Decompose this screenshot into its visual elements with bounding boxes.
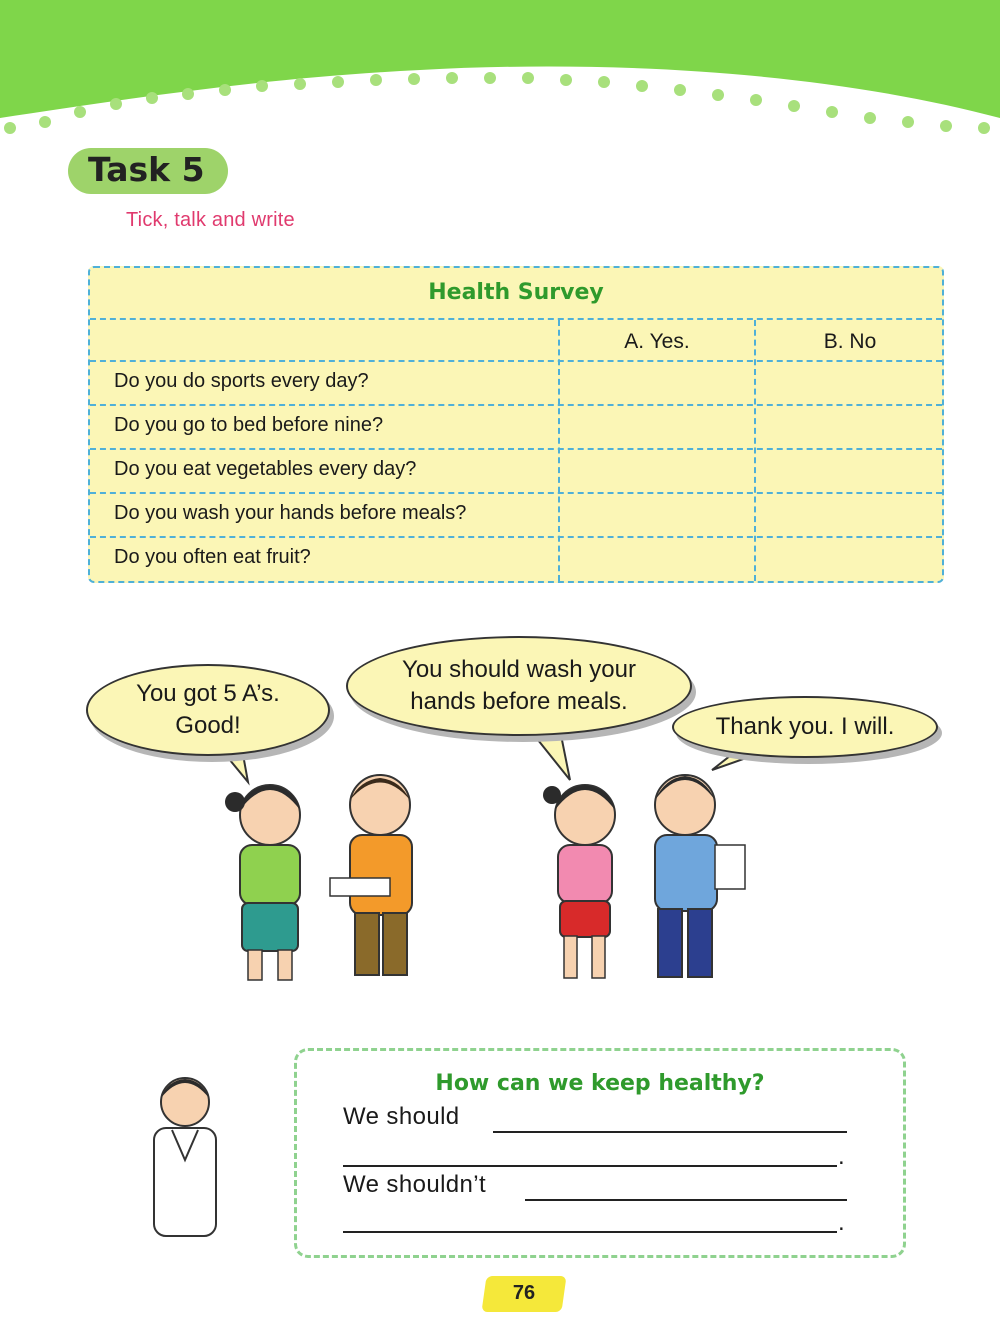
bubble-text: hands before meals.: [410, 688, 628, 715]
bubble-text: You got 5 A’s.: [136, 679, 280, 707]
answer-line[interactable]: [493, 1131, 847, 1133]
column-header-no: B. No: [823, 330, 877, 353]
bubble-text: Thank you. I will.: [715, 712, 895, 740]
survey-question: Do you wash your hands before meals?: [114, 502, 467, 524]
writing-box: [294, 1048, 906, 1258]
girl-figure-icon: [543, 785, 615, 978]
page-number: 76: [512, 1282, 536, 1304]
survey-question: Do you eat vegetables every day?: [114, 458, 417, 480]
writing-title: How can we keep healthy?: [435, 1071, 765, 1096]
boy-figure-icon: [655, 775, 745, 977]
doctor-figure-icon: [140, 1070, 230, 1240]
should-label: We should: [343, 1103, 460, 1130]
children-illustration: [200, 620, 760, 1000]
bubble-text: You should wash your: [402, 655, 636, 683]
task-instruction: Tick, talk and write: [126, 209, 295, 231]
survey-question: Do you often eat fruit?: [114, 546, 311, 568]
survey-title: Health Survey: [428, 280, 604, 305]
girl-figure-icon: [225, 785, 300, 980]
answer-line[interactable]: [525, 1199, 847, 1201]
column-header-yes: A. Yes.: [624, 330, 690, 353]
survey-question: Do you do sports every day?: [114, 370, 369, 392]
task-title: Task 5: [88, 150, 205, 189]
survey-question: Do you go to bed before nine?: [114, 414, 384, 436]
answer-line[interactable]: [343, 1165, 837, 1167]
shouldnt-label: We shouldn’t: [343, 1171, 487, 1198]
line-period: .: [838, 1143, 845, 1170]
bubble-text: Good!: [175, 712, 241, 739]
line-period: .: [838, 1209, 845, 1236]
answer-line[interactable]: [343, 1231, 837, 1233]
boy-figure-icon: [330, 775, 412, 975]
